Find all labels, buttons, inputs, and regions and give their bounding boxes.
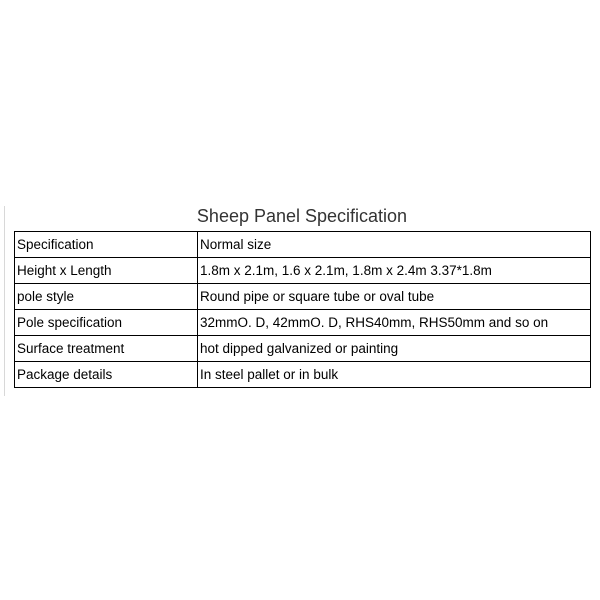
- row-label: pole style: [15, 284, 198, 310]
- table-row: [15, 232, 591, 258]
- row-label: Specification: [15, 232, 198, 258]
- left-divider: [4, 206, 5, 396]
- row-label: Pole specification: [15, 310, 198, 336]
- table-row: [15, 284, 591, 310]
- row-label: Height x Length: [15, 258, 198, 284]
- row-value: hot dipped galvanized or painting: [198, 336, 591, 362]
- row-value: In steel pallet or in bulk: [198, 362, 591, 388]
- row-value: Normal size: [198, 232, 591, 258]
- row-label: Package details: [15, 362, 198, 388]
- table-row: [15, 336, 591, 362]
- specification-table: [14, 231, 591, 388]
- page-title: Sheep Panel Specification: [196, 206, 408, 226]
- table-row: [15, 310, 591, 336]
- row-label: Surface treatment: [15, 336, 198, 362]
- row-value: 1.8m x 2.1m, 1.6 x 2.1m, 1.8m x 2.4m 3.37*1.8m: [198, 258, 591, 284]
- table-row: [15, 362, 591, 388]
- table-row: [15, 258, 591, 284]
- row-value: 32mmO. D, 42mmO. D, RHS40mm, RHS50mm and so on: [198, 310, 591, 336]
- row-value: Round pipe or square tube or oval tube: [198, 284, 591, 310]
